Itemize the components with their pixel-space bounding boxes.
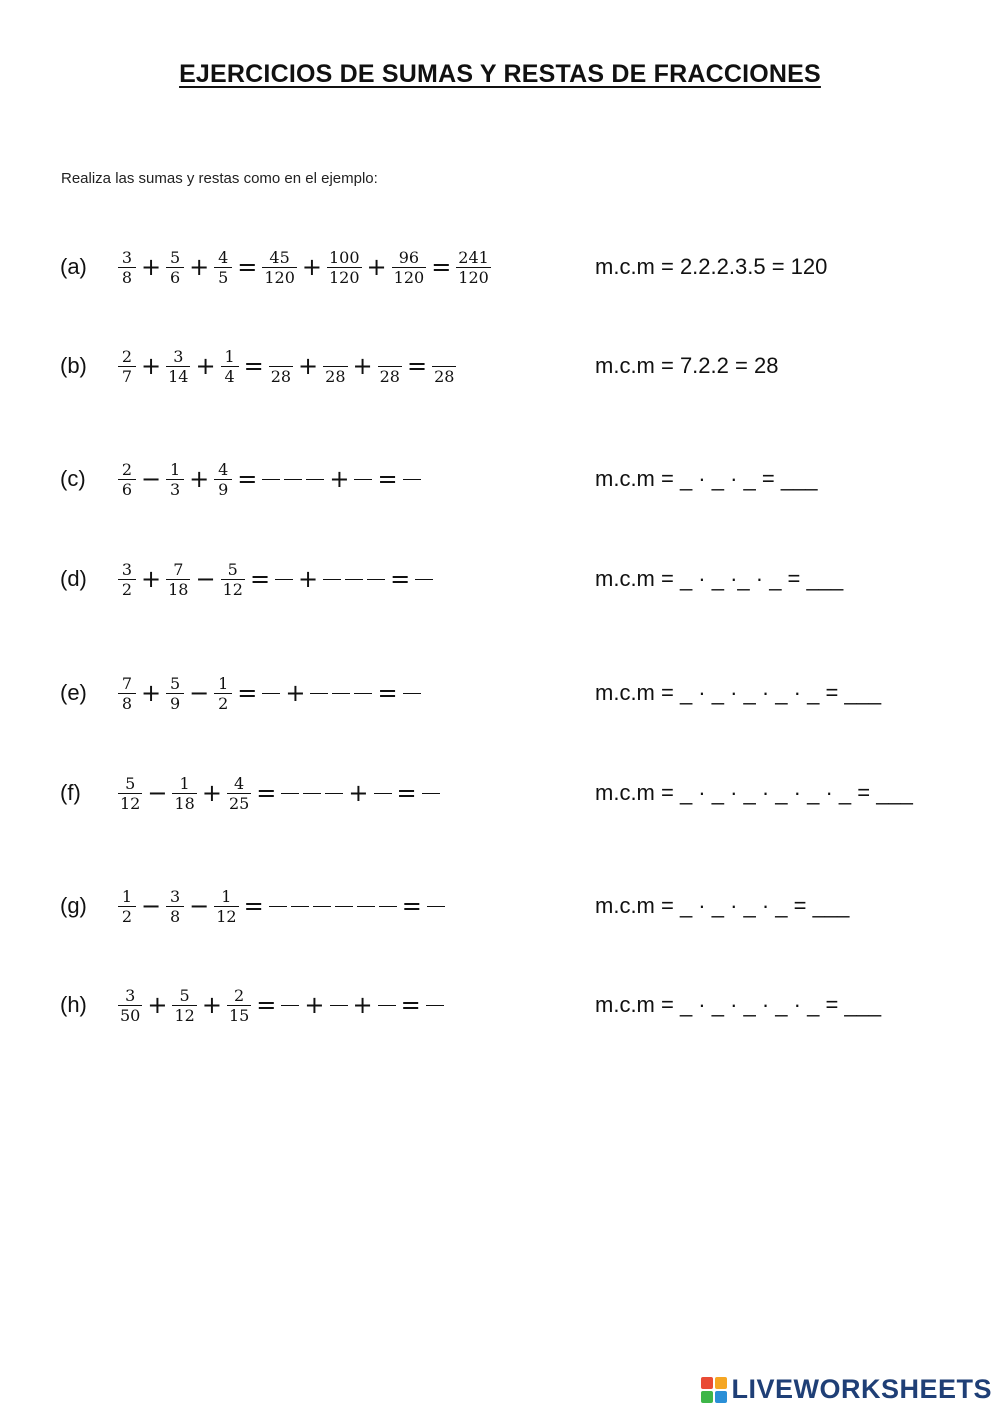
fraction-numerator: 96 <box>398 247 420 267</box>
fraction-denominator: 28 <box>379 366 400 386</box>
fraction-denominator: 14 <box>168 366 189 386</box>
exercise-row <box>0 449 1000 509</box>
fraction <box>214 668 232 718</box>
fraction-numerator: 5 <box>170 673 181 693</box>
fraction-denominator: 12 <box>120 793 141 813</box>
fraction <box>118 454 136 504</box>
fraction <box>118 768 142 818</box>
answer-blank[interactable] <box>415 579 433 580</box>
fraction <box>214 242 232 292</box>
operator: + <box>352 991 373 1019</box>
operator: = <box>406 352 428 380</box>
operator: + <box>141 679 162 707</box>
fraction-numerator[interactable] <box>333 347 337 366</box>
mcm-text: m.c.m = _ · _ · _ · _ = ___ <box>595 893 850 918</box>
fraction-numerator: 4 <box>218 247 229 267</box>
fraction-numerator: 2 <box>121 346 133 366</box>
fraction <box>456 242 491 292</box>
exercise-row <box>0 549 1000 609</box>
operator: = <box>249 565 271 593</box>
operator: + <box>304 991 325 1019</box>
logo-square <box>715 1391 727 1403</box>
fraction-numerator: 4 <box>218 459 229 479</box>
operator: + <box>141 253 162 281</box>
fraction-numerator: 3 <box>170 886 181 906</box>
fraction-expression <box>116 554 435 604</box>
operator: + <box>301 253 322 281</box>
fraction-denominator: 4 <box>224 366 235 386</box>
fraction-denominator: 120 <box>458 267 489 287</box>
fraction-denominator: 28 <box>434 366 455 386</box>
fraction-denominator: 6 <box>121 479 133 499</box>
fraction <box>323 341 347 391</box>
fraction-numerator: 3 <box>121 247 133 267</box>
exercise-label: (a) <box>60 254 87 279</box>
fraction-expression <box>116 341 458 391</box>
operator: = <box>237 465 258 493</box>
operator: = <box>256 991 277 1019</box>
fraction <box>118 881 136 931</box>
operator: − <box>141 892 162 920</box>
answer-blank[interactable] <box>275 579 293 580</box>
answer-blank[interactable] <box>354 693 372 694</box>
exercise-row <box>0 876 1000 936</box>
exercise-label: (f) <box>60 780 81 805</box>
operator: + <box>285 679 306 707</box>
answer-blank[interactable] <box>403 693 421 694</box>
operator: + <box>201 779 222 807</box>
operator: = <box>400 991 421 1019</box>
answer-blank[interactable] <box>422 793 440 794</box>
answer-blank[interactable] <box>303 793 321 794</box>
fraction-expression <box>116 242 493 292</box>
exercise-label: (d) <box>60 566 87 591</box>
fraction-numerator: 5 <box>179 985 190 1005</box>
answer-blank[interactable] <box>262 693 280 694</box>
fraction-numerator: 3 <box>173 346 184 366</box>
fraction-denominator: 9 <box>170 693 181 713</box>
fraction <box>227 768 251 818</box>
fraction-numerator[interactable] <box>442 347 446 366</box>
fraction <box>392 242 427 292</box>
answer-blank[interactable] <box>310 693 328 694</box>
fraction-denominator: 12 <box>222 579 243 599</box>
fraction-denominator: 8 <box>121 267 133 287</box>
page-title: EJERCICIOS DE SUMAS Y RESTAS DE FRACCIONES <box>179 60 821 88</box>
fraction <box>166 341 190 391</box>
fraction <box>378 341 402 391</box>
mcm-text: m.c.m = _ · _ · _ = ___ <box>595 466 818 491</box>
operator: + <box>348 779 369 807</box>
exercise-row <box>0 663 1000 723</box>
answer-blank[interactable] <box>330 1005 348 1006</box>
operator: + <box>147 991 168 1019</box>
fraction-expression <box>116 668 423 718</box>
fraction <box>172 980 196 1030</box>
mcm-text: m.c.m = _ · _ · _ · _ · _ · _ = ___ <box>595 780 913 805</box>
operator: = <box>237 253 258 281</box>
fraction-denominator: 120 <box>264 267 295 287</box>
operator: = <box>390 565 411 593</box>
answer-blank[interactable] <box>379 906 397 907</box>
fraction-denominator: 5 <box>218 267 229 287</box>
fraction-expression <box>116 454 423 504</box>
fraction-denominator: 12 <box>174 1005 195 1025</box>
answer-blank[interactable] <box>345 579 363 580</box>
operator: − <box>195 565 216 593</box>
exercise-row <box>0 237 1000 297</box>
operator: + <box>201 991 222 1019</box>
mcm-text: m.c.m = _ · _ ·_ · _ = ___ <box>595 566 844 591</box>
fraction <box>118 668 136 718</box>
fraction <box>172 768 196 818</box>
exercise-row <box>0 763 1000 823</box>
fraction-denominator: 120 <box>328 267 360 287</box>
operator: = <box>377 679 398 707</box>
fraction <box>118 341 136 391</box>
operator: − <box>189 679 210 707</box>
fraction <box>327 242 362 292</box>
fraction <box>166 668 184 718</box>
fraction-numerator: 3 <box>125 985 136 1005</box>
fraction <box>118 554 136 604</box>
fraction-denominator: 8 <box>121 693 133 713</box>
fraction-denominator: 28 <box>325 366 346 386</box>
fraction-numerator: 1 <box>218 673 229 693</box>
fraction <box>432 341 456 391</box>
operator: + <box>298 565 319 593</box>
fraction <box>269 341 293 391</box>
answer-blank[interactable] <box>426 1005 444 1006</box>
fraction-numerator: 1 <box>121 886 133 906</box>
fraction-denominator: 50 <box>120 1005 141 1025</box>
mcm-text: m.c.m = 2.2.2.3.5 = 120 <box>595 254 828 279</box>
operator: + <box>195 352 216 380</box>
liveworksheets-logo-icon <box>701 1377 727 1403</box>
answer-blank[interactable] <box>354 479 372 480</box>
answer-blank[interactable] <box>281 1005 299 1006</box>
fraction <box>227 980 251 1030</box>
fraction-numerator: 100 <box>328 247 360 267</box>
fraction-numerator: 7 <box>173 559 184 579</box>
fraction-numerator: 1 <box>221 886 232 906</box>
fraction-expression <box>116 768 442 818</box>
fraction <box>166 554 190 604</box>
operator: + <box>141 352 162 380</box>
answer-blank[interactable] <box>262 479 280 480</box>
fraction-denominator: 6 <box>170 267 181 287</box>
fraction <box>262 242 297 292</box>
mcm-text: m.c.m = _ · _ · _ · _ · _ = ___ <box>595 992 882 1017</box>
fraction <box>118 242 136 292</box>
fraction-denominator: 2 <box>121 906 133 926</box>
fraction-numerator[interactable] <box>388 347 392 366</box>
operator: − <box>141 465 162 493</box>
answer-blank[interactable] <box>306 479 324 480</box>
fraction-denominator: 3 <box>170 479 181 499</box>
answer-blank[interactable] <box>332 693 350 694</box>
fraction-denominator: 2 <box>121 579 133 599</box>
operator: = <box>377 465 398 493</box>
operator: + <box>329 465 350 493</box>
fraction-denominator: 25 <box>228 793 250 813</box>
fraction <box>166 242 184 292</box>
operator: + <box>352 352 373 380</box>
instruction-text: Realiza las sumas y restas como en el ejemplo: <box>61 170 378 187</box>
fraction <box>166 881 184 931</box>
operator: = <box>243 352 264 380</box>
operator: − <box>189 892 210 920</box>
fraction-numerator: 4 <box>234 773 245 793</box>
operator: = <box>256 779 277 807</box>
logo-square <box>701 1377 713 1389</box>
fraction <box>166 454 184 504</box>
operator: + <box>366 253 387 281</box>
fraction <box>214 881 238 931</box>
operator: + <box>189 253 210 281</box>
exercise-label: (e) <box>60 680 87 705</box>
operator: = <box>396 779 417 807</box>
answer-blank[interactable] <box>291 906 309 907</box>
fraction-numerator: 1 <box>224 346 235 366</box>
fraction-numerator: 3 <box>121 559 133 579</box>
operator: = <box>431 253 452 281</box>
fraction-denominator: 18 <box>168 579 189 599</box>
operator: = <box>237 679 258 707</box>
liveworksheets-logo <box>701 1374 992 1405</box>
exercise-label: (b) <box>60 353 87 378</box>
operator: + <box>141 565 162 593</box>
operator: + <box>189 465 210 493</box>
answer-blank[interactable] <box>374 793 392 794</box>
fraction-numerator: 241 <box>458 247 489 267</box>
fraction-denominator: 12 <box>216 906 237 926</box>
answer-blank[interactable] <box>378 1005 396 1006</box>
exercise-row <box>0 336 1000 396</box>
fraction-numerator: 1 <box>170 459 181 479</box>
fraction-numerator: 7 <box>121 673 133 693</box>
logo-square <box>715 1377 727 1389</box>
answer-blank[interactable] <box>281 793 299 794</box>
fraction-numerator: 1 <box>179 773 190 793</box>
fraction-denominator: 8 <box>170 906 181 926</box>
logo-text: LIVEWORKSHEETS <box>731 1374 992 1404</box>
fraction <box>221 341 239 391</box>
fraction <box>118 980 142 1030</box>
fraction-numerator: 5 <box>227 559 238 579</box>
operator: − <box>147 779 168 807</box>
answer-blank[interactable] <box>269 906 287 907</box>
fraction <box>221 554 245 604</box>
mcm-text: m.c.m = _ · _ · _ · _ · _ = ___ <box>595 680 882 705</box>
fraction-numerator[interactable] <box>279 347 283 366</box>
mcm-text: m.c.m = 7.2.2 = 28 <box>595 353 779 378</box>
exercise-label: (c) <box>60 466 86 491</box>
fraction <box>214 454 232 504</box>
answer-blank[interactable] <box>357 906 375 907</box>
fraction-numerator: 45 <box>269 247 290 267</box>
exercise-row <box>0 975 1000 1035</box>
operator: + <box>298 352 319 380</box>
answer-blank[interactable] <box>313 906 331 907</box>
fraction-numerator: 2 <box>121 459 133 479</box>
answer-blank[interactable] <box>403 479 421 480</box>
answer-blank[interactable] <box>323 579 341 580</box>
answer-blank[interactable] <box>284 479 302 480</box>
fraction-denominator: 120 <box>393 267 425 287</box>
exercise-label: (h) <box>60 992 87 1017</box>
fraction-expression <box>116 980 446 1030</box>
fraction-denominator: 15 <box>228 1005 250 1025</box>
exercise-label: (g) <box>60 893 87 918</box>
logo-square <box>701 1391 713 1403</box>
fraction-denominator: 28 <box>270 366 292 386</box>
fraction-numerator: 2 <box>234 985 245 1005</box>
fraction-denominator: 9 <box>218 479 229 499</box>
answer-blank[interactable] <box>367 579 385 580</box>
operator: = <box>243 892 264 920</box>
answer-blank[interactable] <box>427 906 445 907</box>
fraction-denominator: 7 <box>121 366 133 386</box>
answer-blank[interactable] <box>325 793 343 794</box>
fraction-numerator: 5 <box>170 247 181 267</box>
operator: = <box>401 892 422 920</box>
fraction-denominator: 2 <box>218 693 229 713</box>
fraction-denominator: 18 <box>174 793 195 813</box>
answer-blank[interactable] <box>335 906 353 907</box>
fraction-expression <box>116 881 447 931</box>
fraction-numerator: 5 <box>125 773 136 793</box>
